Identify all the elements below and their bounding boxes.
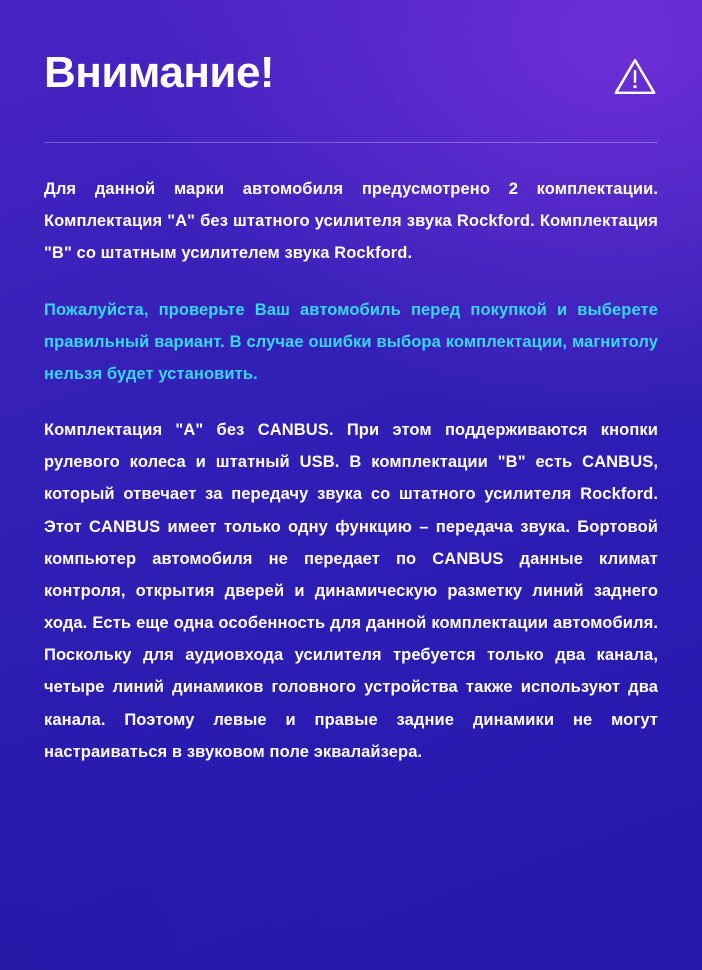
notice-body [44, 173, 658, 768]
page-title: Внимание! [44, 48, 275, 97]
paragraph-warning: Пожалуйста, проверьте Ваш автомобиль перед покупкой и выберете правильный вариант. В случае ошибки выбора комплектации, магнитолу нельзя будет установить. [44, 300, 658, 383]
warning-triangle-icon [612, 54, 658, 100]
paragraph-details: Комплектация "A" без CANBUS. При этом поддерживаются кнопки рулевого колеса и штатный USB. В комплектации "B" есть CANBUS, который отвечает за передачу звука со штатного усилителя Rockford. Этот CANBUS имеет только одну функцию – передача звука. Бортовой компьютер автомобиля не передает по CANBUS данные климат контроля, открытия дверей и динамическую разметку линий заднего хода. Есть еще одна особенность для данной комплектации автомобиля. Поскольку для аудиовхода усилителя требуется только два канала, четыре линий динамиков головного устройства также используют два канала. Поэтому левые и правые задние динамики не могут настраиваться в звуковом поле эквалайзера. [44, 421, 658, 761]
paragraph-intro: Для данной марки автомобиля предусмотрено 2 комплектации. Комплектация "A" без штатного усилителя звука Rockford. Комплектация "B" со штатным усилителем звука Rockford. [44, 180, 658, 263]
page-header [44, 44, 658, 100]
header-divider [44, 142, 658, 143]
